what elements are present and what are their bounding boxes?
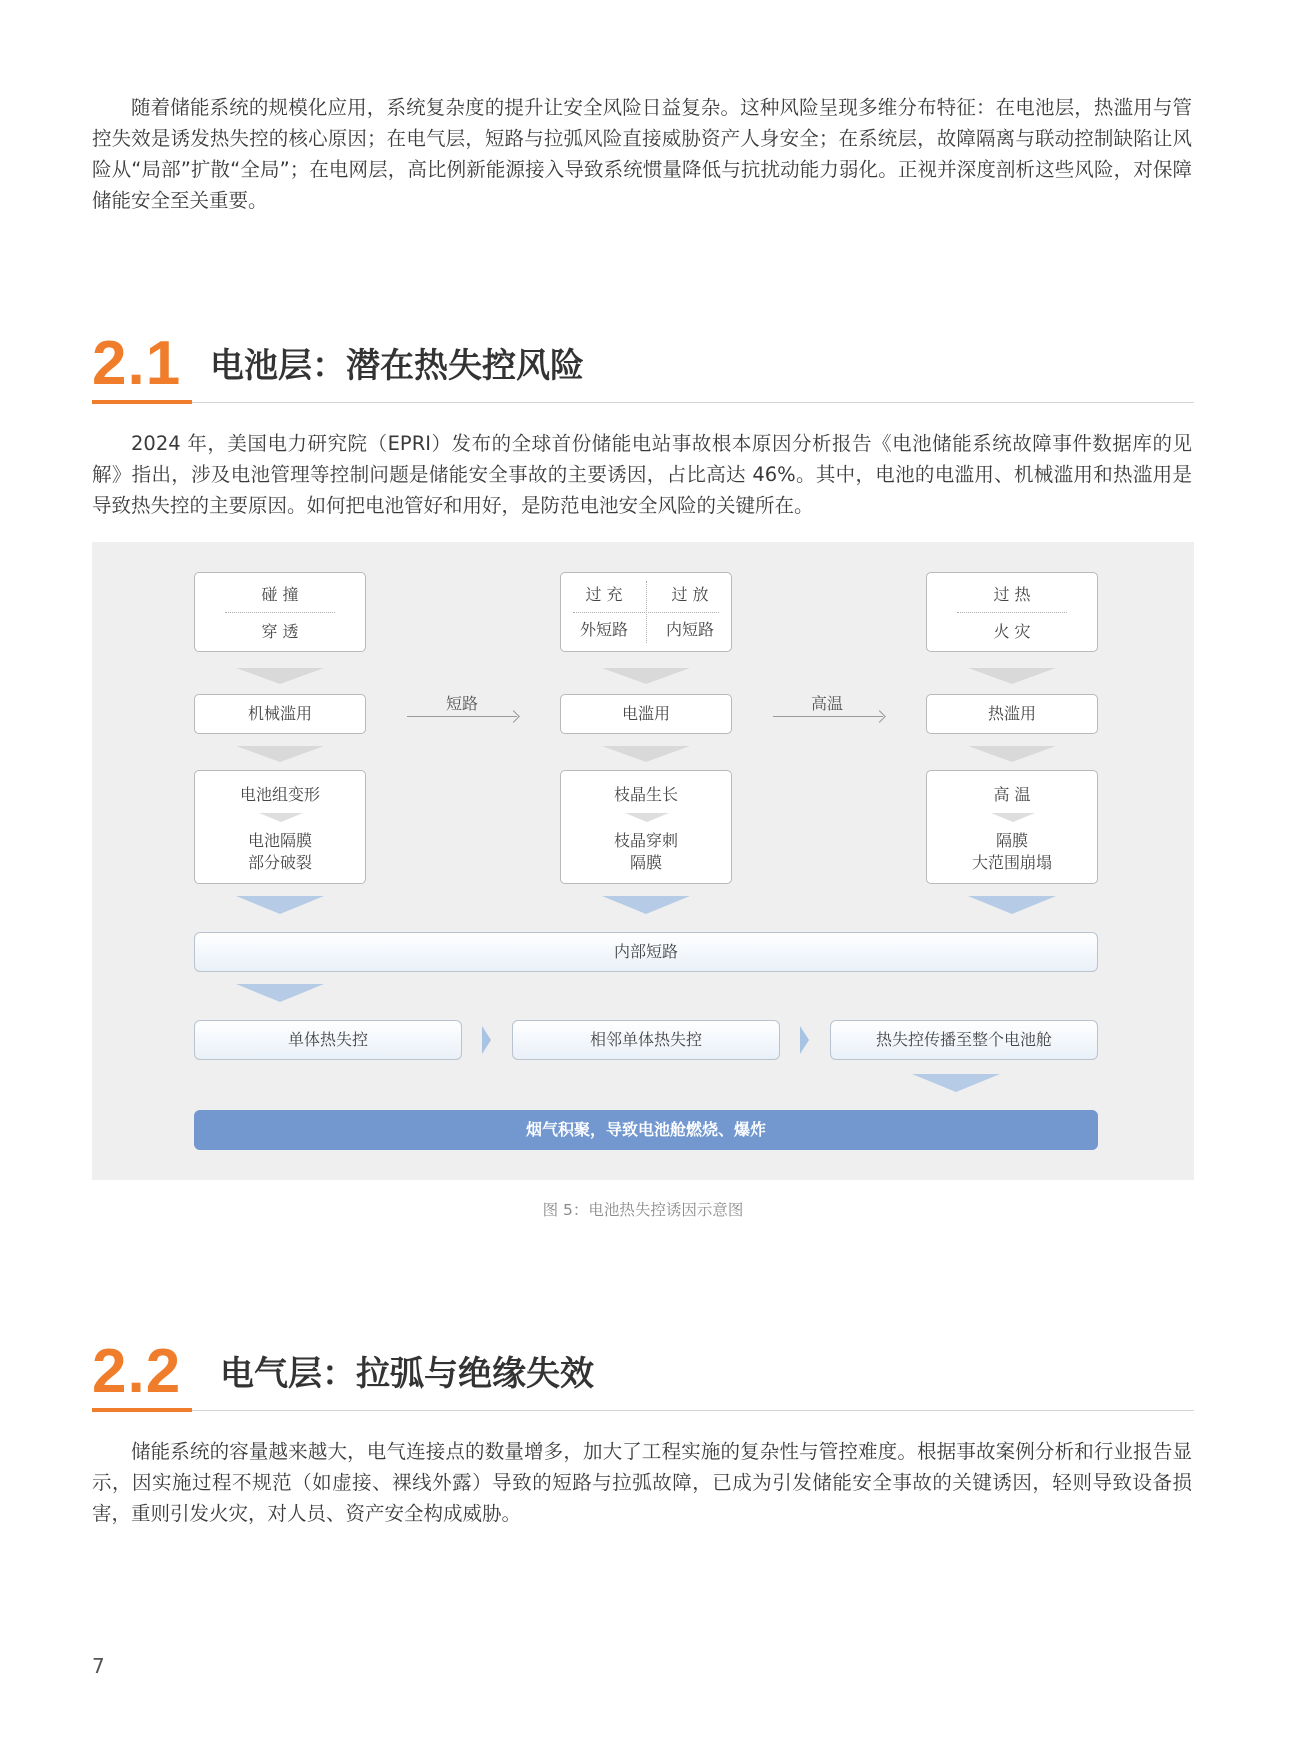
cause-external-short: 外短路 xyxy=(579,620,628,639)
section-number: 2.1 xyxy=(92,329,182,398)
section-2-2-header xyxy=(92,1338,1194,1413)
down-chevron xyxy=(968,896,1056,914)
cause-overdischarge: 过 放 xyxy=(671,585,709,604)
elec-effect-box xyxy=(560,770,732,884)
high-temp-arrow xyxy=(773,716,883,717)
down-chevron xyxy=(912,1074,1000,1092)
effect-line: 枝晶穿刺 xyxy=(613,831,678,850)
section-accent-bar xyxy=(92,400,192,404)
down-chevron xyxy=(602,746,690,762)
section-rule xyxy=(92,1410,1194,1411)
effect-line: 隔膜 xyxy=(995,831,1028,850)
down-chevron xyxy=(236,746,324,762)
stage-adjacent-runaway: 相邻单体热失控 xyxy=(512,1020,780,1060)
high-temp-label: 高温 xyxy=(810,694,843,713)
figure-caption: 图 5：电池热失控诱因示意图 xyxy=(542,1201,744,1219)
stage-cell-runaway: 单体热失控 xyxy=(194,1020,462,1060)
divider xyxy=(957,612,1067,613)
effect-line: 部分破裂 xyxy=(247,853,312,872)
mech-cause-box xyxy=(194,572,366,652)
short-circuit-label: 短路 xyxy=(445,694,478,713)
effect-line: 电池组变形 xyxy=(239,785,320,804)
down-chevron xyxy=(236,984,324,1002)
small-chevron xyxy=(625,813,669,822)
mech-abuse-box: 机械滥用 xyxy=(194,694,366,734)
mech-effect-box xyxy=(194,770,366,884)
elec-cause-box xyxy=(560,572,732,652)
section-accent-bar xyxy=(92,1408,192,1412)
small-chevron xyxy=(991,813,1035,822)
section-rule xyxy=(92,402,1194,403)
divider xyxy=(225,612,335,613)
down-chevron xyxy=(602,896,690,914)
stage-cabin-propagation: 热失控传播至整个电池舱 xyxy=(830,1020,1098,1060)
down-chevron xyxy=(236,896,324,914)
effect-line: 隔膜 xyxy=(629,853,662,872)
elec-abuse-box: 电滥用 xyxy=(560,694,732,734)
effect-line: 电池隔膜 xyxy=(247,831,312,850)
section-2-2-paragraph: 储能系统的容量越来越大，电气连接点的数量增多，加大了工程实施的复杂性与管控难度。根据事故案例分析和行业报告显示，因实施过程不规范（如虚接、裸线外露）导致的短路与拉弧故障，已成为引发储能安全事故的关键诱因，轻则导致设备损害，重则引发火灾，对人员、资产安全构成威胁。 xyxy=(92,1440,1192,1525)
cause-fire: 火 灾 xyxy=(993,622,1031,641)
page-number: 7 xyxy=(92,1654,105,1678)
cause-overcharge: 过 充 xyxy=(585,585,623,604)
therm-effect-box xyxy=(926,770,1098,884)
down-chevron xyxy=(602,668,690,684)
down-chevron xyxy=(968,668,1056,684)
thermal-runaway-diagram xyxy=(92,542,1194,1180)
therm-cause-box xyxy=(926,572,1098,652)
down-chevron xyxy=(236,668,324,684)
therm-abuse-box: 热滥用 xyxy=(926,694,1098,734)
cause-internal-short: 内短路 xyxy=(665,620,714,639)
internal-short-bar: 内部短路 xyxy=(194,932,1098,972)
effect-line: 高 温 xyxy=(993,785,1031,804)
effect-line: 大范围崩塌 xyxy=(971,853,1052,872)
section-title: 电气层：拉弧与绝缘失效 xyxy=(220,1354,594,1394)
section-2-1-header xyxy=(92,330,1194,405)
short-circuit-arrow xyxy=(407,716,517,717)
section-2-1-paragraph: 2024 年，美国电力研究院（EPRI）发布的全球首份储能电站事故根本原因分析报告《电池储能系统故障事件数据库的见解》指出，涉及电池管理等控制问题是储能安全事故的主要诱因，占比高达 46%。其中，电池的电滥用、机械滥用和热滥用是导致热失控的主要原因。如何把电池管好和用好，是防范电池安全风险的关键所在。 xyxy=(92,432,1192,517)
down-chevron xyxy=(968,746,1056,762)
right-chevron xyxy=(800,1026,809,1054)
right-chevron xyxy=(482,1026,491,1054)
effect-line: 枝晶生长 xyxy=(613,785,678,804)
cause-overheat: 过 热 xyxy=(993,585,1031,604)
small-chevron xyxy=(259,813,303,822)
section-number: 2.2 xyxy=(92,1337,182,1406)
section-title: 电池层：潜在热失控风险 xyxy=(210,346,584,386)
final-outcome-bar: 烟气积聚，导致电池舱燃烧、爆炸 xyxy=(194,1110,1098,1150)
intro-paragraph: 随着储能系统的规模化应用，系统复杂度的提升让安全风险日益复杂。这种风险呈现多维分布特征：在电池层，热滥用与管控失效是诱发热失控的核心原因；在电气层，短路与拉弧风险直接威胁资产人身安全；在系统层，故障隔离与联动控制缺陷让风险从“局部”扩散“全局”；在电网层，高比例新能源接入导致系统惯量降低与抗扰动能力弱化。正视并深度剖析这些风险，对保障储能安全至关重要。 xyxy=(92,96,1192,212)
cause-collision: 碰 撞 xyxy=(261,585,299,604)
cause-penetration: 穿 透 xyxy=(261,622,299,641)
